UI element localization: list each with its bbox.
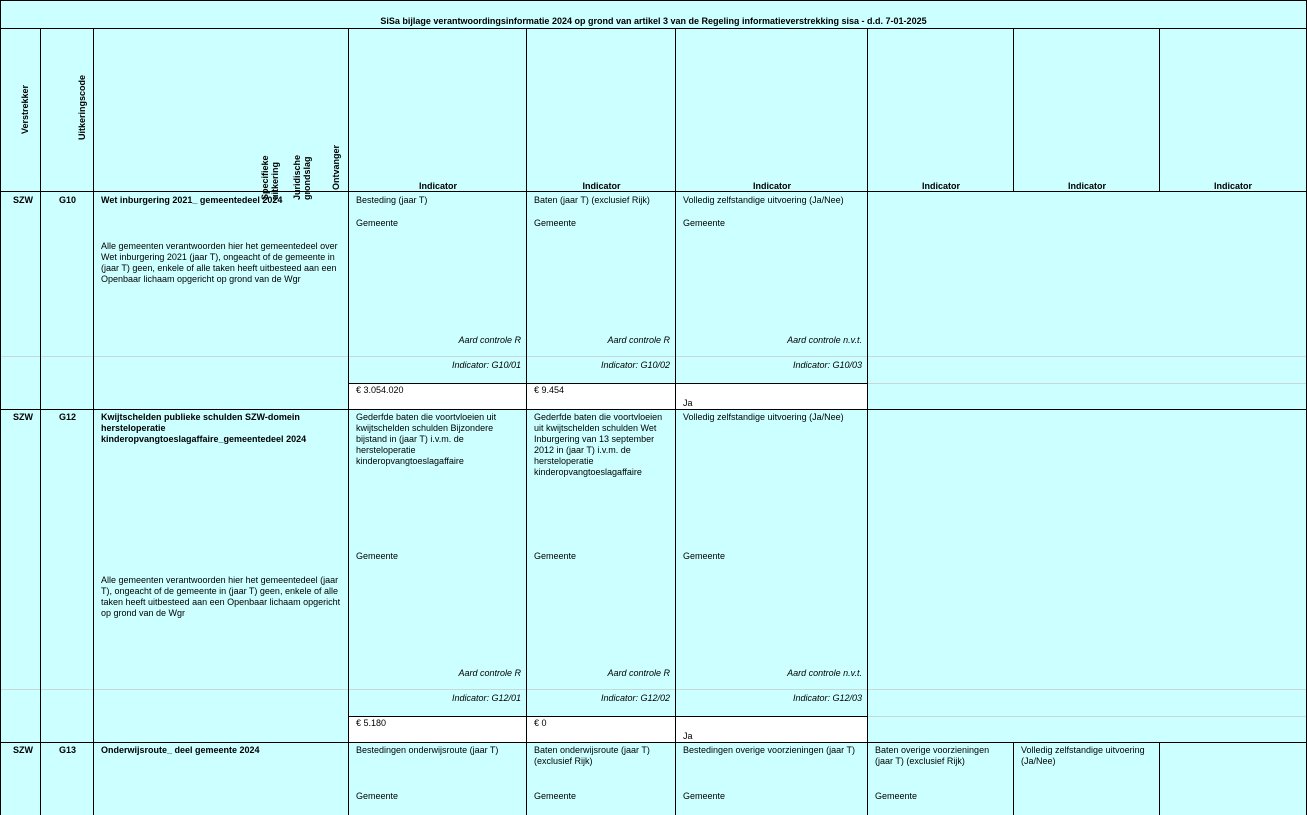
indicator-party: Gemeente [534,791,577,801]
row-title: Wet inburgering 2021_ gemeentedeel 2024 [101,195,283,205]
indicator-control: Aard controle R [458,335,521,345]
indicator-label: Baten overige voorzieningen (jaar T) (exclusief Rijk) [875,745,990,766]
indicator-party: Gemeente [356,791,399,801]
indicator-control: Aard controle R [607,335,670,345]
indicator-party: Gemeente [356,218,399,228]
header-verstrekker: Verstrekker [20,84,30,134]
row-verstrekker: SZW [13,195,33,205]
page-title: SiSa bijlage verantwoordingsinformatie 2024 op grond van artikel 3 van de Regeling informatieverstrekking sisa - d.d. 7-01-2025 [380,16,927,26]
indicator-label: Volledig zelfstandige uitvoering (Ja/Nee) [683,412,844,422]
indicator-party: Gemeente [875,791,918,801]
indicator-party: Gemeente [683,218,726,228]
header-ontvanger: Ontvanger [331,144,341,190]
row-description: Alle gemeenten verantwoorden hier het gemeentedeel (jaar T), ongeacht of de gemeente in (jaar T) geen, enkele of alle taken heeft uitbesteed aan een Openbaar lichaam opgericht op grond van de Wgr [101,575,341,618]
indicator-id: Indicator: G12/01 [451,693,521,703]
indicator-label: Gederfde baten die voortvloeien uit kwijtschelden schulden Bijzondere bijstand in (jaar T) i.v.m. de hersteloperatie kinderopvangtoeslagaffaire [356,412,497,466]
indicator-id: Indicator: G10/01 [451,360,521,370]
indicator-label: Bestedingen overige voorzieningen (jaar T) [683,745,855,755]
row-code: G13 [59,745,77,755]
indicator-id: Indicator: G10/03 [792,360,862,370]
indicator-value[interactable]: € 5.180 [356,718,387,728]
row-verstrekker: SZW [13,745,33,755]
indicator-party: Gemeente [534,218,577,228]
header-indicator: Indicator [418,181,457,191]
header-juridische-grondslag: Juridische grondslag [292,154,312,200]
indicator-label: Baten (jaar T) (exclusief Rijk) [534,195,650,205]
indicator-control: Aard controle R [607,668,670,678]
row-code: G12 [59,412,77,422]
row-code: G10 [59,195,77,205]
header-indicator: Indicator [1067,181,1106,191]
indicator-value[interactable]: € 0 [534,718,547,728]
header-indicator: Indicator [921,181,960,191]
header-indicator: Indicator [1213,181,1252,191]
indicator-party: Gemeente [534,551,577,561]
indicator-value[interactable]: Ja [683,398,693,408]
header-indicator: Indicator [582,181,621,191]
value-cell-bg [349,383,868,409]
indicator-party: Gemeente [356,551,399,561]
indicator-id: Indicator: G12/02 [600,693,670,703]
indicator-label: Baten onderwijsroute (jaar T) (exclusief Rijk) [534,745,650,766]
indicator-control: Aard controle n.v.t. [787,668,862,678]
indicator-label: Volledig zelfstandige uitvoering (Ja/Nee) [1021,745,1145,766]
header-uitkeringscode: Uitkeringscode [77,74,87,140]
indicator-label: Gederfde baten die voortvloeien uit kwijtschelden schulden Wet Inburgering van 13 september 2012 in (jaar T) i.v.m. de hersteloperatie kinderopvangtoeslagaffaire [534,412,663,477]
indicator-party: Gemeente [683,791,726,801]
row-description: Alle gemeenten verantwoorden hier het gemeentedeel over Wet inburgering 2021 (jaar T), ongeacht of de gemeente in (jaar T) geen, enkele of alle taken heeft uitbesteed aan een Openbaar lichaam opgericht op grond van de Wgr [101,241,338,284]
indicator-id: Indicator: G12/03 [792,693,862,703]
row-verstrekker: SZW [13,412,33,422]
indicator-control: Aard controle R [458,668,521,678]
header-indicator: Indicator [752,181,791,191]
value-cell-bg [349,716,868,742]
indicator-party: Gemeente [683,551,726,561]
row-title: Kwijtschelden publieke schulden SZW-domein hersteloperatie kinderopvangtoeslagaffaire_gemeentedeel 2024 [101,412,307,444]
indicator-id: Indicator: G10/02 [600,360,670,370]
indicator-value[interactable]: € 3.054.020 [356,385,404,395]
indicator-value[interactable]: € 9.454 [534,385,565,395]
indicator-value[interactable]: Ja [683,731,693,741]
indicator-control: Aard controle n.v.t. [787,335,862,345]
row-title: Onderwijsroute_ deel gemeente 2024 [101,745,260,755]
indicator-label: Besteding (jaar T) [356,195,428,205]
indicator-label: Bestedingen onderwijsroute (jaar T) [356,745,499,755]
header-specifieke-uitkering: Specifieke uitkering [260,155,280,200]
indicator-label: Volledig zelfstandige uitvoering (Ja/Nee) [683,195,844,205]
